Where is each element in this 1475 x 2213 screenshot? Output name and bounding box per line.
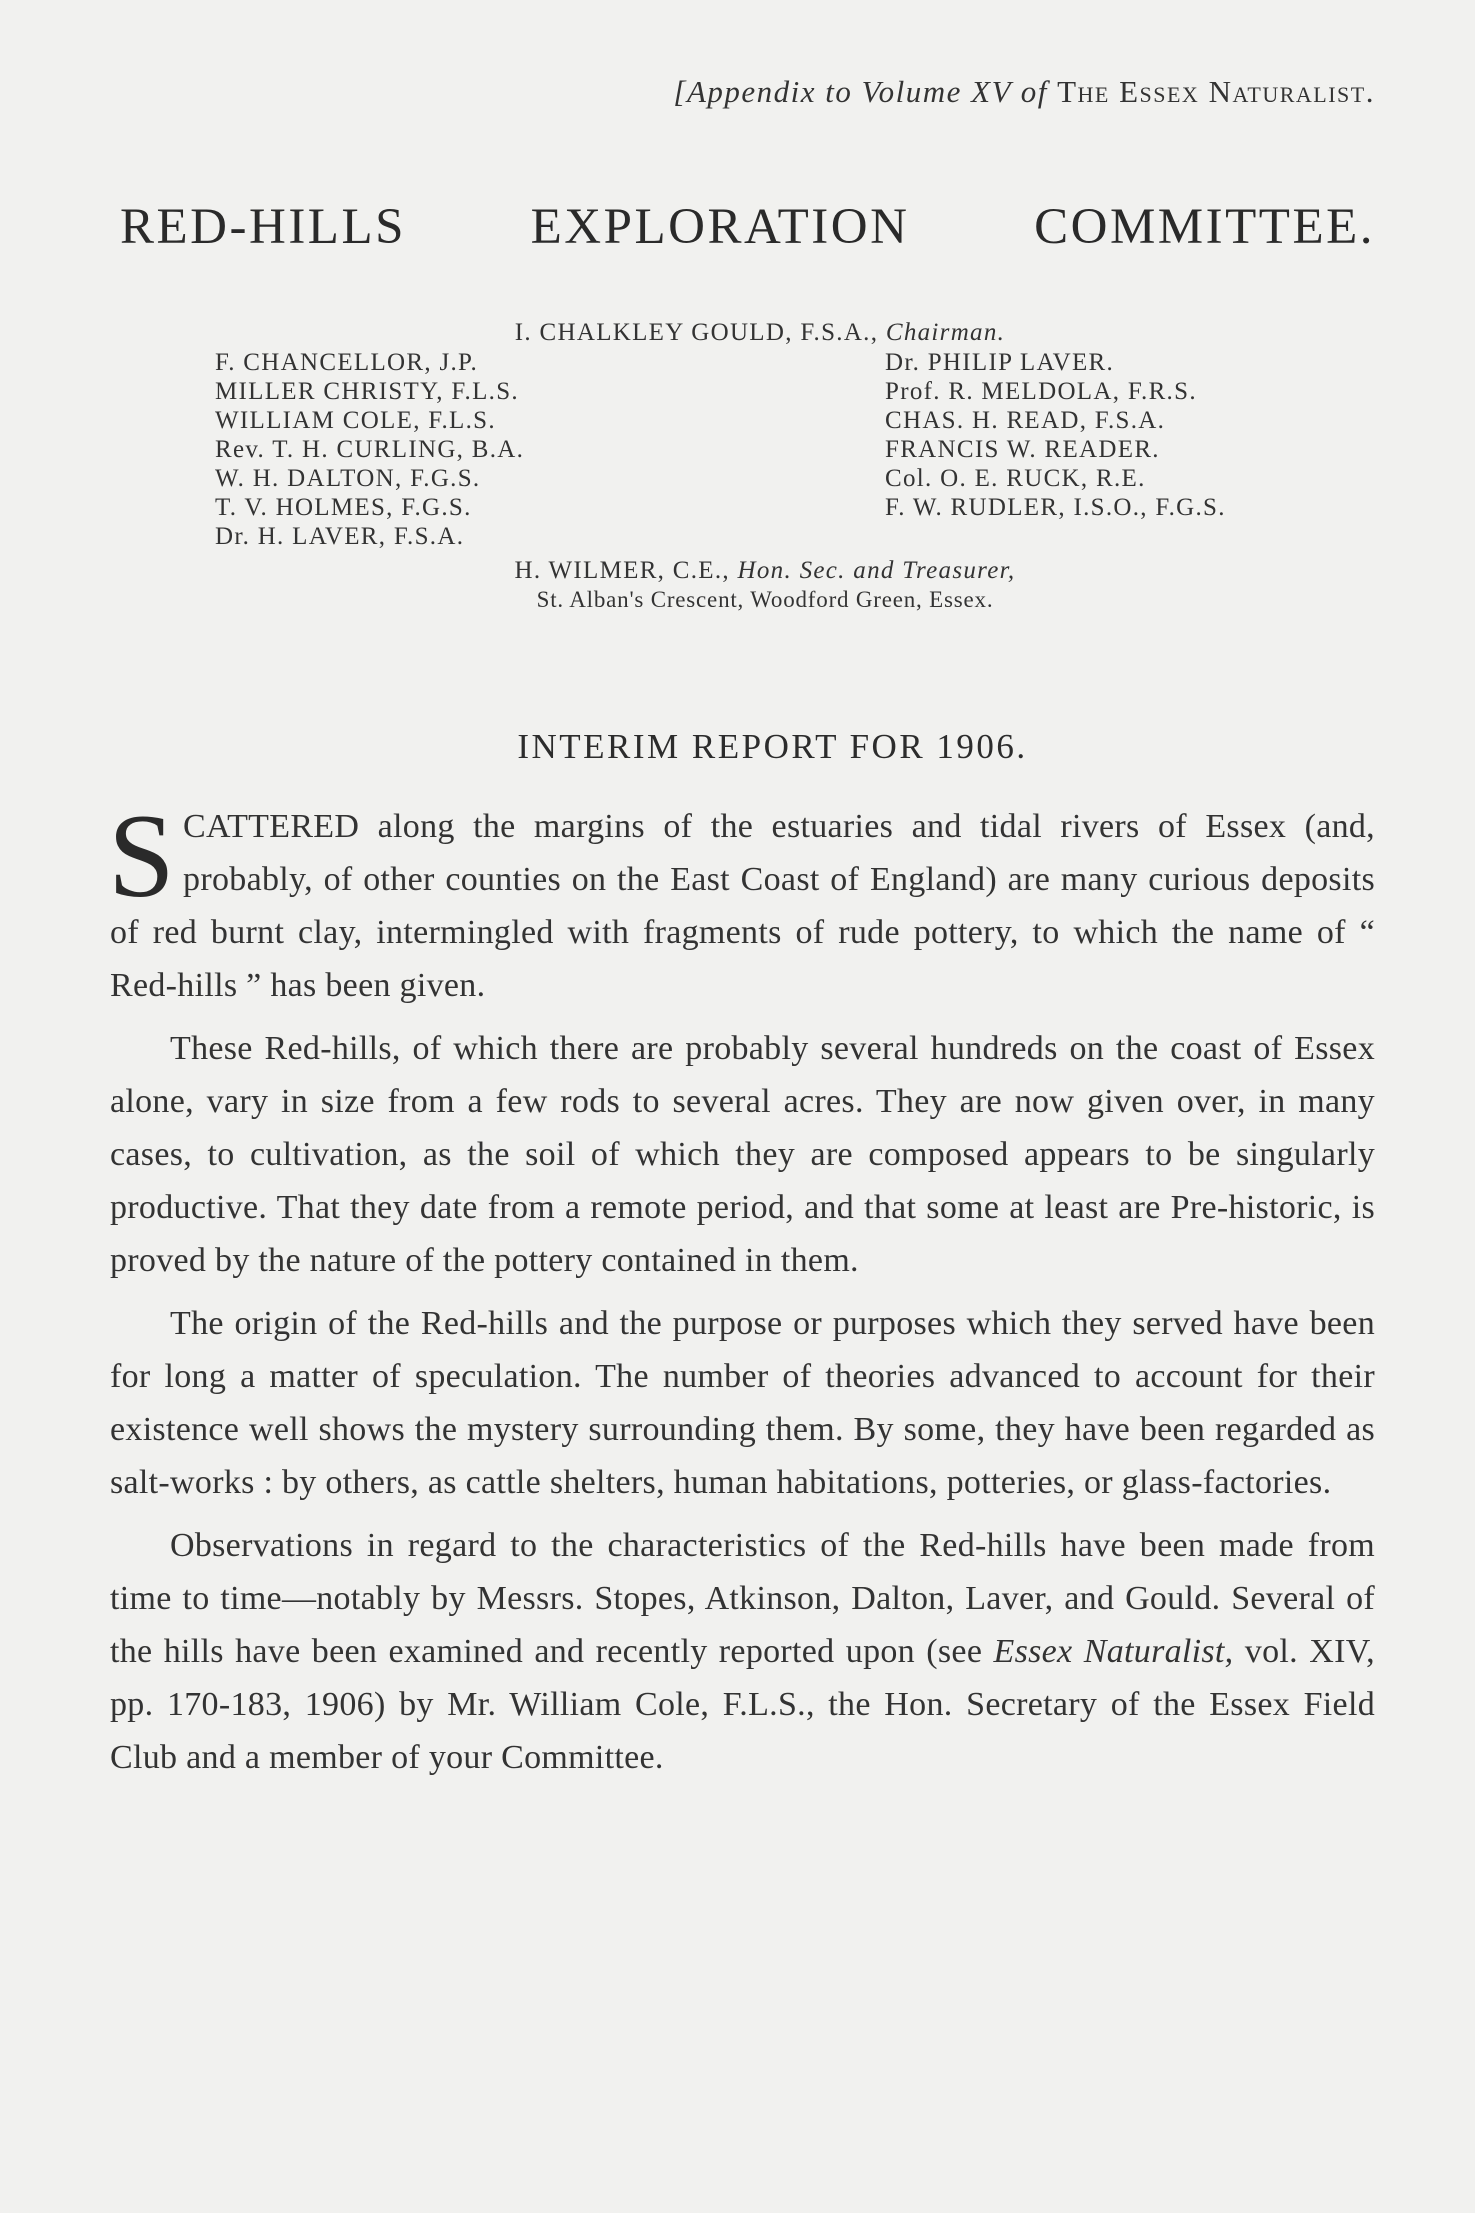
- members-columns: [215, 348, 1345, 551]
- member-name: Rev. T. H. CURLING, B.A.: [215, 436, 525, 463]
- members-left-column: [215, 348, 855, 551]
- secretary-line: [185, 556, 1345, 585]
- running-head-journal: The Essex Naturalist.: [1057, 74, 1375, 109]
- paragraph-1: [108, 789, 1375, 1012]
- secretary-name: H. WILMER, C.E.,: [514, 557, 730, 584]
- chairman-role: Chairman.: [885, 319, 1006, 346]
- paragraph-3: The origin of the Red-hills and the purpose or purposes which they served have been for long a matter of speculation. The number of theories advanced to account for their existence well shows the mystery surrounding them. By some, they have been regarded as salt-works : by others, as cattle shelters, human habitations, potteries, or glass-factories.: [110, 1305, 1375, 1501]
- drop-cap: S: [108, 789, 176, 922]
- member-name: W. H. DALTON, F.G.S.: [215, 465, 481, 492]
- chairman-name: I. CHALKLEY GOULD, F.S.A.,: [514, 319, 879, 346]
- document-page: [110, 0, 1375, 2213]
- running-head: [673, 74, 1375, 110]
- title-word-2: EXPLORATION: [530, 199, 910, 255]
- member-name: T. V. HOLMES, F.G.S.: [215, 494, 472, 521]
- member-name: MILLER CHRISTY, F.L.S.: [215, 378, 519, 405]
- paragraph-4: [110, 1519, 1375, 1784]
- title-word-3: COMMITTEE.: [1034, 199, 1375, 255]
- journal-citation: Essex Naturalist,: [993, 1633, 1234, 1670]
- member-name: F. W. RUDLER, I.S.O., F.G.S.: [885, 494, 1226, 521]
- report-body: [108, 789, 1375, 1794]
- member-name: Prof. R. MELDOLA, F.R.S.: [885, 378, 1197, 405]
- member-name: WILLIAM COLE, F.L.S.: [215, 407, 496, 434]
- paragraph-1-text: CATTERED along the margins of the estuaries and tidal rivers of Essex (and, probably, of other counties on the East Coast of England) are many curious deposits of red burnt clay, intermingled with fragments of rude pottery, to which the name of “ Red-hills ” has been given.: [110, 808, 1375, 1004]
- paragraph-4-text-a: Observations in regard to the characteristics of the Red-hills have been made from time to time—notably by Messrs. Stopes, Atkinson, Dalton, Laver, and Gould. Several of the hills have been examined and recently reported upon (see: [110, 1527, 1375, 1670]
- member-name: Dr. PHILIP LAVER.: [885, 349, 1115, 376]
- title-word-1: RED-HILLS: [120, 199, 406, 255]
- secretary-role: Hon. Sec. and Treasurer,: [737, 557, 1016, 584]
- report-title: INTERIM REPORT FOR 1906.: [517, 727, 1028, 766]
- members-right-column: [885, 348, 1345, 551]
- member-name: FRANCIS W. READER.: [885, 436, 1160, 463]
- member-name: F. CHANCELLOR, J.P.: [215, 349, 479, 376]
- member-name: CHAS. H. READ, F.S.A.: [885, 407, 1166, 434]
- running-head-appendix: [Appendix to Volume XV of: [673, 74, 1048, 109]
- paragraph-2: These Red-hills, of which there are probably several hundreds on the coast of Essex alone, vary in size from a few rods to several acres. They are now given over, in many cases, to cultivation, as the soil of which they are composed appears to be singularly productive. That they date from a remote period, and that some at least are Pre-historic, is proved by the nature of the pottery contained in them.: [110, 1030, 1375, 1279]
- committee-list: [215, 318, 1345, 614]
- member-name: Col. O. E. RUCK, R.E.: [885, 465, 1146, 492]
- member-name: Dr. H. LAVER, F.S.A.: [215, 523, 465, 550]
- committee-title: [120, 198, 1375, 256]
- chairman-line: [175, 318, 1345, 347]
- secretary-address: St. Alban's Crescent, Woodford Green, Essex.: [536, 587, 994, 612]
- paragraph-4-text-b: vol. XIV, pp. 170-183, 1906) by Mr. William Cole, F.L.S., the Hon. Secretary of the Essex Field Club and a member of your Committee.: [110, 1633, 1375, 1776]
